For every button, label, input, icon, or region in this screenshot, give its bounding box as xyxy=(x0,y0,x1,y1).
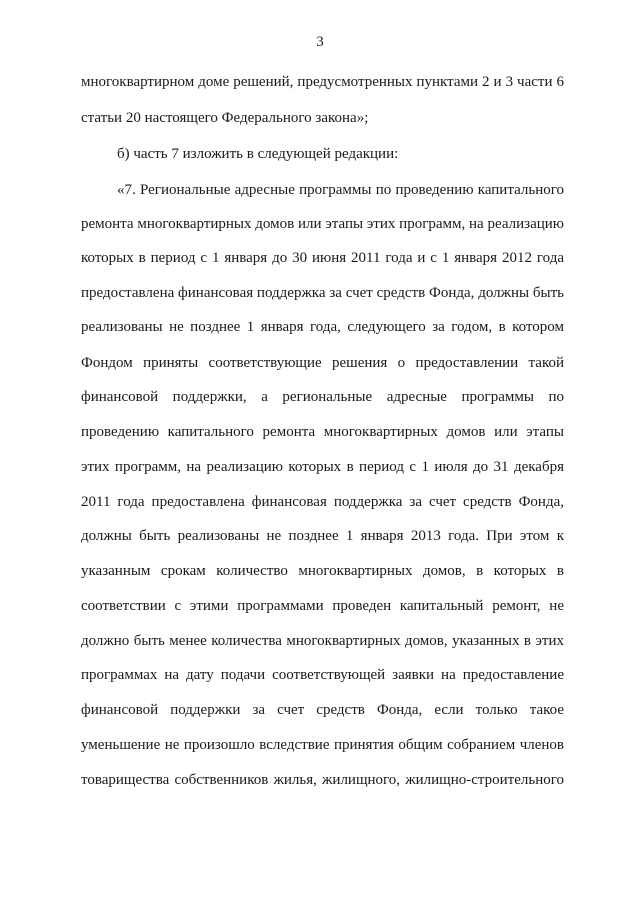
text-line: этих программ, на реализацию которых в период с 1 июля до 31 декабря xyxy=(81,459,564,475)
text-line: финансовой поддержки, а региональные адресные программы по xyxy=(81,389,564,405)
text-line: проведению капитального ремонта многоквартирных домов или этапы xyxy=(81,424,564,440)
text-line: которых в период с 1 января до 30 июня 2011 года и с 1 января 2012 года xyxy=(81,250,564,266)
text-line: соответствии с этими программами проведен капитальный ремонт, не xyxy=(81,598,564,614)
text-line: б) часть 7 изложить в следующей редакции: xyxy=(117,146,399,162)
text-line: финансовой поддержки за счет средств Фонда, если только такое xyxy=(81,702,564,718)
page-number: 3 xyxy=(316,34,324,50)
text-line: должны быть реализованы не позднее 1 января 2013 года. При этом к xyxy=(81,528,564,544)
text-line: должно быть менее количества многоквартирных домов, указанных в этих xyxy=(81,633,564,649)
text-line: указанным срокам количество многоквартирных домов, в которых в xyxy=(81,563,564,579)
text-line: Фондом приняты соответствующие решения о предоставлении такой xyxy=(81,355,564,371)
text-line: реализованы не позднее 1 января года, следующего за годом, в котором xyxy=(81,319,564,335)
text-line: 2011 года предоставлена финансовая поддержка за счет средств Фонда, xyxy=(81,494,564,510)
text-line: статьи 20 настоящего Федерального закона»; xyxy=(81,110,369,126)
text-line: товарищества собственников жилья, жилищного, жилищно-строительного xyxy=(81,772,564,788)
text-line: ремонта многоквартирных домов или этапы этих программ, на реализацию xyxy=(81,216,564,232)
text-line: предоставлена финансовая поддержка за счет средств Фонда, должны быть xyxy=(81,285,564,301)
text-line: многоквартирном доме решений, предусмотренных пунктами 2 и 3 части 6 xyxy=(81,74,564,90)
text-line: программах на дату подачи соответствующей заявки на предоставление xyxy=(81,667,564,683)
text-line: «7. Региональные адресные программы по проведению капитального xyxy=(117,182,564,198)
text-line: уменьшение не произошло вследствие принятия общим собранием членов xyxy=(81,737,564,753)
